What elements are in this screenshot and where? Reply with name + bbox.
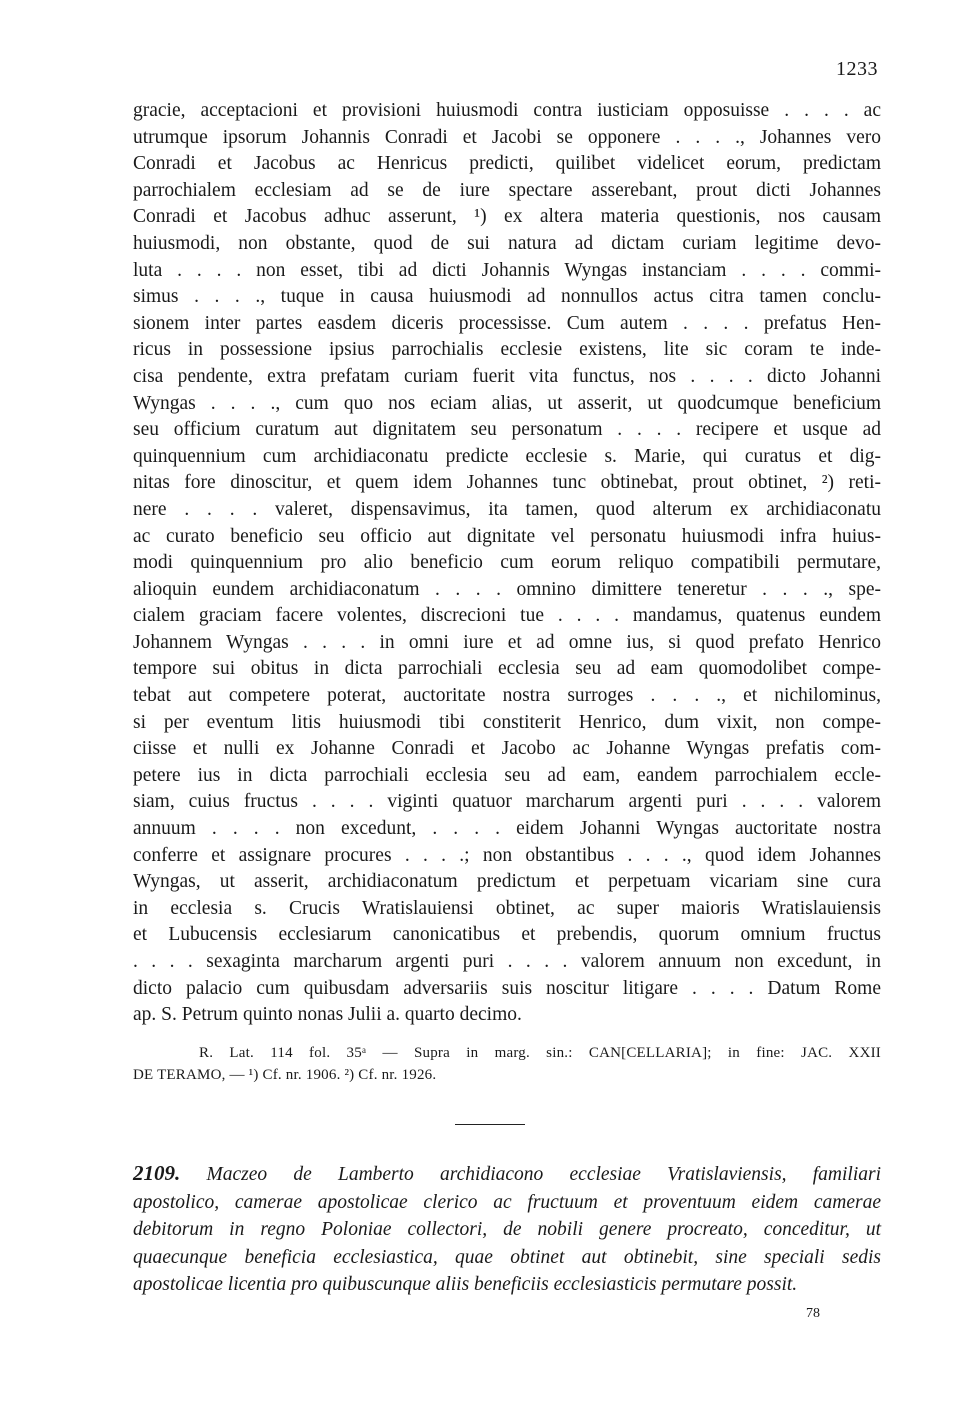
main-text (133, 98, 881, 1029)
text-line: in ecclesia s. Crucis Wratislauiensi obtinet, ac super maioris Wratislauiensis (133, 897, 881, 919)
document-entry (133, 1160, 881, 1299)
text-line: Johannem Wyngas . . . . in omni iure et ad omne ius, si quod prefato Henrico (133, 631, 881, 653)
entry-number: 2109. (133, 1161, 181, 1185)
text-line: alioquin eundem archidiaconatum . . . . omnino dimittere teneretur . . . ., spe- (133, 578, 881, 600)
text-line: . . . . sexaginta marcharum argenti puri . . . . valorem annuum non excedunt, in (133, 951, 881, 972)
text-line: parrochialem ecclesiam ad se de iure spectare asserebant, prout dicti Johannes (133, 179, 881, 201)
text-line: et Lubucensis ecclesiarum canonicatibus et prebendis, quorum omnium fructus (133, 924, 881, 946)
text-line: luta . . . . non esset, tibi ad dicti Johannis Wyngas instanciam . . . . commi- (133, 259, 881, 281)
text-line: Wyngas, ut asserit, archidiaconatum predictum et perpetuam vicariam sine cura (133, 871, 881, 893)
entry-line: apostolicae licentia pro quibuscunque aliis beneficiis ecclesiasticis permutare possit. (133, 1274, 798, 1295)
text-line: conferre et assignare procures . . . .; non obstantibus . . . ., quod idem Johannes (133, 844, 881, 866)
text-line: Wyngas . . . ., cum quo nos eciam alias, ut asserit, ut quodcumque beneficium (133, 392, 881, 414)
section-divider (455, 1124, 525, 1125)
entry-line: debitorum in regno Poloniae collectori, de nobili genere procreato, conceditur, ut (133, 1219, 881, 1240)
text-line: ciisse et nulli ex Johanne Conradi et Jacobo ac Johanne Wyngas prefatis com- (133, 738, 881, 760)
text-line: modi quinquennium pro alio beneficio cum eorum reliquo compatibili permutare, (133, 552, 881, 574)
text-line: nitas fore dinoscitur, et quem idem Johannes tunc obtinebat, prout obtinet, ²) reti- (133, 472, 881, 494)
text-line: annuum . . . . non excedunt, . . . . eidem Johanni Wyngas auctoritate nostra (133, 818, 881, 840)
text-line: tempore sui obitus in dicta parrochiali ecclesia seu ad eam quomodolibet compe- (133, 658, 881, 680)
text-line: Conradi et Jacobus adhuc asserunt, ¹) ex altera materia questionis, nos causam (133, 206, 881, 228)
entry-line (133, 1160, 881, 1189)
text-line: cialem graciam facere volentes, discrecioni tue . . . . mandamus, quatenus eundem (133, 605, 881, 627)
text-line: ap. S. Petrum quinto nonas Julii a. quarto decimo. (133, 1004, 522, 1026)
text-line: nere . . . . valeret, dispensavimus, ita tamen, quod alterum ex archidiaconatu (133, 498, 881, 520)
footnote-line: DE TERAMO, — ¹) Cf. nr. 1906. ²) Cf. nr. 1926. (133, 1067, 437, 1083)
footnote (133, 1042, 881, 1086)
entry-line: apostolico, camerae apostolicae clerico ac fructuum et proventuum eidem camerae (133, 1191, 881, 1213)
page-number: 1233 (836, 58, 878, 80)
entry-line: quaecunque beneficia ecclesiastica, quae obtinet aut obtinebit, sine speciali sedis (133, 1246, 881, 1268)
text-line: cisa pendente, extra prefatam curiam fuerit vita functus, nos . . . . dicto Johanni (133, 365, 881, 387)
text-line: gracie, acceptacioni et provisioni huiusmodi contra iusticiam opposuisse . . . . ac (133, 100, 881, 121)
text-line: dicto palacio cum quibusdam adversariis suis noscitur litigare . . . . Datum Rome (133, 977, 881, 999)
text-line: quinquennium cum archidiaconatu predicte ecclesie s. Marie, qui curatus et dig- (133, 445, 881, 467)
text-line: siam, cuius fructus . . . . viginti quatuor marcharum argenti puri . . . . valorem (133, 791, 881, 813)
text-line: petere ius in dicta parrochiali ecclesia seu ad eam, eandem parrochialem eccle- (133, 764, 881, 786)
signature-mark: 78 (806, 1306, 820, 1321)
text-line: si per eventum litis huiusmodi tibi constiterit Henrico, dum vixit, non compe- (133, 711, 881, 733)
text-line: seu officium curatum aut dignitatem seu personatum . . . . recipere et usque ad (133, 419, 881, 441)
text-line: utrumque ipsorum Johannis Conradi et Jacobi se opponere . . . ., Johannes vero (133, 126, 881, 148)
footnote-line: R. Lat. 114 fol. 35ᵃ — Supra in marg. sin.: CAN[CELLARIA]; in fine: JAC. XXII (199, 1045, 881, 1061)
text-line: sionem inter partes easdem diceris processisse. Cum autem . . . . prefatus Hen- (133, 312, 881, 334)
text-line: Conradi et Jacobus ac Henricus predicti, quilibet videlicet eorum, predictam (133, 153, 881, 175)
text-line: tebat aut competere poterat, auctoritate nostra surroges . . . ., et nichilominus, (133, 685, 881, 707)
text-line: huiusmodi, non obstante, quod de sui natura ad dictam curiam legitime devo- (133, 232, 881, 254)
entry-summary-text: Maczeo de Lamberto archidiacono ecclesiae Vratislaviensis, familiari (206, 1164, 882, 1185)
text-line: simus . . . ., tuque in causa huiusmodi ad nonnullos actus citra tamen conclu- (133, 286, 881, 308)
text-line: ac curato beneficio seu officio aut dignitate vel personatu huiusmodi infra huius- (133, 525, 881, 547)
text-line: ricus in possessione ipsius parrochialis ecclesie existens, lite sic coram te inde- (133, 339, 881, 361)
